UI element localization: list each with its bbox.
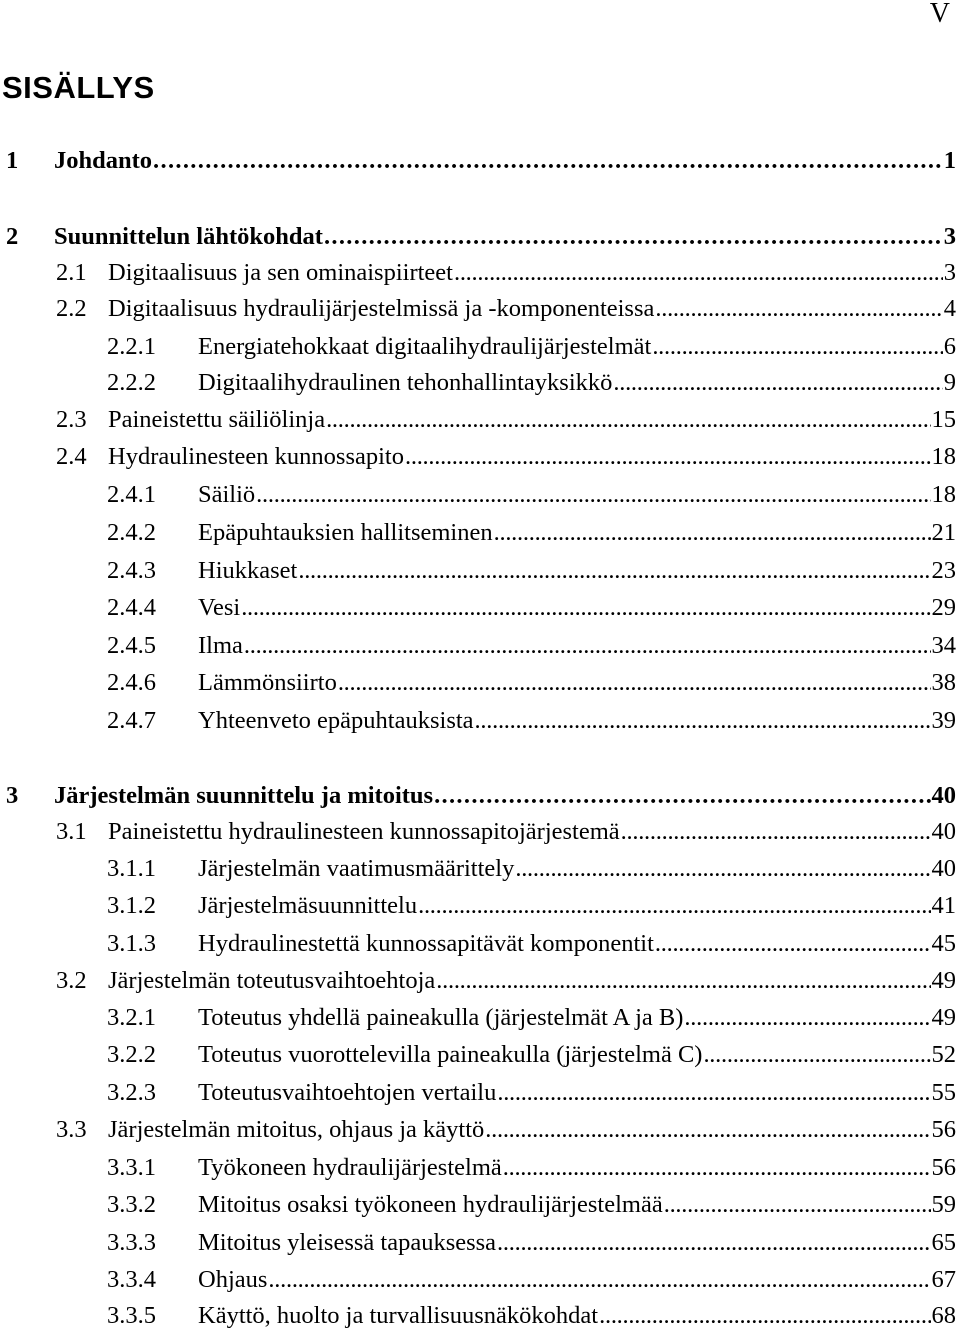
- entry-number: 2.2.2: [107, 369, 156, 396]
- entry-number: 3.1.3: [107, 930, 156, 957]
- toc-entry-3-1-3[interactable]: [107, 927, 956, 961]
- dot-leader: [684, 1001, 930, 1035]
- dot-leader: [475, 704, 931, 738]
- dot-leader: [515, 852, 930, 886]
- entry-number: 2.4.2: [107, 519, 156, 546]
- entry-title: Paineistettu säiliölinja: [108, 406, 326, 433]
- entry-number: 2.1: [56, 259, 87, 286]
- entry-page: 56: [931, 1116, 956, 1143]
- dot-leader: [268, 1263, 930, 1297]
- entry-number: 3.3.2: [107, 1191, 156, 1218]
- dot-leader: [454, 256, 943, 290]
- entry-page: 9: [943, 369, 956, 396]
- entry-page: 67: [931, 1266, 956, 1293]
- toc-entry-2-4-2[interactable]: [107, 516, 956, 550]
- dot-leader: [324, 220, 943, 254]
- entry-page: 6: [943, 333, 956, 360]
- entry-page: 29: [931, 594, 956, 621]
- entry-number: 3.1: [56, 818, 87, 845]
- dot-leader: [338, 666, 931, 700]
- entry-number: 2.3: [56, 406, 87, 433]
- entry-number: 2.4.6: [107, 669, 156, 696]
- toc-entry-2-4-6[interactable]: [107, 666, 956, 700]
- entry-title: Toteutus yhdellä paineakulla (järjestelmät A ja B): [198, 1004, 684, 1031]
- entry-title: Hydraulinesteen kunnossapito: [108, 443, 404, 470]
- dot-leader: [652, 330, 942, 364]
- toc-entry-3-1[interactable]: [56, 815, 956, 849]
- toc-entry-3-1-2[interactable]: [107, 889, 956, 923]
- entry-title: Järjestelmäsuunnittelu: [198, 892, 418, 919]
- dot-leader: [298, 554, 930, 588]
- dot-leader: [503, 1151, 931, 1185]
- entry-title: Hydraulinestettä kunnossapitävät komponentit: [198, 930, 654, 957]
- toc-entry-2-4-1[interactable]: [107, 478, 956, 512]
- entry-page: 3: [943, 259, 956, 286]
- entry-number: 2.2.1: [107, 333, 156, 360]
- entry-page: 3: [943, 223, 956, 250]
- entry-page: 34: [931, 632, 956, 659]
- dot-leader: [241, 591, 930, 625]
- toc-entry-3-3[interactable]: [56, 1113, 956, 1147]
- entry-page: 41: [931, 892, 956, 919]
- dot-leader: [497, 1226, 930, 1260]
- dot-leader: [256, 478, 930, 512]
- toc-entry-2-2-1[interactable]: [107, 330, 956, 364]
- entry-number: 3.2.3: [107, 1079, 156, 1106]
- toc-entry-2-2-2[interactable]: [107, 366, 956, 400]
- toc-entry-3-1-1[interactable]: [107, 852, 956, 886]
- entry-title: Ohjaus: [198, 1266, 268, 1293]
- entry-title: Energiatehokkaat digitaalihydraulijärjestelmät: [198, 333, 652, 360]
- entry-title: Käyttö, huolto ja turvallisuusnäkökohdat: [198, 1302, 599, 1329]
- toc-entry-2[interactable]: [6, 220, 956, 254]
- entry-page: 65: [931, 1229, 956, 1256]
- entry-page: 52: [931, 1041, 956, 1068]
- toc-entry-3-3-2[interactable]: [107, 1188, 956, 1222]
- dot-leader: [485, 1113, 930, 1147]
- toc-entry-2-4-7[interactable]: [107, 704, 956, 738]
- entry-number: 2.4: [56, 443, 87, 470]
- entry-title: Digitaalihydraulinen tehonhallintayksikkö: [198, 369, 613, 396]
- entry-title: Säiliö: [198, 481, 256, 508]
- entry-title: Suunnittelun lähtökohdat: [54, 223, 323, 250]
- dot-leader: [655, 292, 942, 326]
- entry-number: 3.2.1: [107, 1004, 156, 1031]
- entry-title: Toteutusvaihtoehtojen vertailu: [198, 1079, 497, 1106]
- entry-title: Johdanto: [54, 147, 153, 174]
- entry-page: 45: [931, 930, 956, 957]
- dot-leader: [494, 516, 931, 550]
- entry-page: 49: [931, 1004, 956, 1031]
- dot-leader: [599, 1299, 930, 1333]
- entry-title: Digitaalisuus ja sen ominaispiirteet: [108, 259, 453, 286]
- entry-number: 3: [6, 782, 19, 809]
- dot-leader: [436, 964, 930, 998]
- toc-entry-3-3-5[interactable]: [107, 1299, 956, 1333]
- dot-leader: [655, 927, 931, 961]
- toc-entry-2-4-5[interactable]: [107, 629, 956, 663]
- entry-number: 2.4.4: [107, 594, 156, 621]
- entry-title: Ilma: [198, 632, 243, 659]
- entry-page: 55: [931, 1079, 956, 1106]
- toc-entry-3-3-1[interactable]: [107, 1151, 956, 1185]
- toc-entry-3[interactable]: [6, 779, 956, 813]
- entry-page: 21: [931, 519, 956, 546]
- entry-page: 56: [931, 1154, 956, 1181]
- entry-page: 1: [943, 147, 956, 174]
- entry-number: 2.4.1: [107, 481, 156, 508]
- entry-title: Järjestelmän toteutusvaihtoehtoja: [108, 967, 436, 994]
- entry-title: Lämmönsiirto: [198, 669, 337, 696]
- entry-page: 40: [931, 782, 956, 809]
- entry-title: Järjestelmän vaatimusmäärittely: [198, 855, 515, 882]
- entry-page: 15: [931, 406, 956, 433]
- entry-page: 40: [931, 855, 956, 882]
- entry-number: 3.3.3: [107, 1229, 156, 1256]
- entry-title: Paineistettu hydraulinesteen kunnossapitojärjestemä: [108, 818, 620, 845]
- dot-leader: [153, 144, 943, 178]
- entry-number: 2.4.7: [107, 707, 156, 734]
- entry-title: Järjestelmän mitoitus, ohjaus ja käyttö: [108, 1116, 485, 1143]
- dot-leader: [405, 440, 931, 474]
- entry-page: 38: [931, 669, 956, 696]
- toc-entry-2-2[interactable]: [56, 292, 956, 326]
- dot-leader: [497, 1076, 930, 1110]
- entry-page: 4: [943, 295, 956, 322]
- entry-number: 3.3.5: [107, 1302, 156, 1329]
- entry-number: 2.2: [56, 295, 87, 322]
- dot-leader: [326, 403, 930, 437]
- entry-number: 3.3.4: [107, 1266, 156, 1293]
- dot-leader: [434, 779, 930, 813]
- entry-title: Työkoneen hydraulijärjestelmä: [198, 1154, 502, 1181]
- toc-entry-3-3-3[interactable]: [107, 1226, 956, 1260]
- toc-entry-3-2-2[interactable]: [107, 1038, 956, 1072]
- entry-number: 3.3.1: [107, 1154, 156, 1181]
- entry-number: 2: [6, 223, 19, 250]
- entry-number: 3.3: [56, 1116, 87, 1143]
- entry-page: 59: [931, 1191, 956, 1218]
- dot-leader: [664, 1188, 931, 1222]
- toc-entry-3-2-1[interactable]: [107, 1001, 956, 1035]
- entry-page: 18: [931, 481, 956, 508]
- entry-title: Epäpuhtauksien hallitseminen: [198, 519, 493, 546]
- entry-page: 68: [931, 1302, 956, 1329]
- entry-number: 2.4.5: [107, 632, 156, 659]
- entry-number: 3.1.1: [107, 855, 156, 882]
- toc-entry-1[interactable]: [6, 144, 956, 178]
- entry-title: Mitoitus yleisessä tapauksessa: [198, 1229, 497, 1256]
- entry-title: Toteutus vuorottelevilla paineakulla (järjestelmä C): [198, 1041, 703, 1068]
- entry-number: 3.1.2: [107, 892, 156, 919]
- toc-entry-3-3-4[interactable]: [107, 1263, 956, 1297]
- entry-title: Digitaalisuus hydraulijärjestelmissä ja -komponenteissa: [108, 295, 655, 322]
- toc-entry-2-4[interactable]: [56, 440, 956, 474]
- toc-entry-2-3[interactable]: [56, 403, 956, 437]
- toc-entry-3-2-3[interactable]: [107, 1076, 956, 1110]
- dot-leader: [621, 815, 931, 849]
- toc-heading: SISÄLLYS: [2, 70, 155, 105]
- dot-leader: [613, 366, 942, 400]
- entry-title: Yhteenveto epäpuhtauksista: [198, 707, 474, 734]
- entry-number: 2.4.3: [107, 557, 156, 584]
- entry-title: Vesi: [198, 594, 241, 621]
- toc-entry-2-4-4[interactable]: [107, 591, 956, 625]
- toc-entry-2-4-3[interactable]: [107, 554, 956, 588]
- entry-title: Mitoitus osaksi työkoneen hydraulijärjestelmää: [198, 1191, 663, 1218]
- entry-page: 18: [931, 443, 956, 470]
- entry-page: 23: [931, 557, 956, 584]
- entry-page: 49: [931, 967, 956, 994]
- dot-leader: [703, 1038, 930, 1072]
- entry-page: 40: [931, 818, 956, 845]
- entry-number: 1: [6, 147, 19, 174]
- page-number: V: [929, 0, 950, 29]
- dot-leader: [244, 629, 931, 663]
- entry-number: 3.2: [56, 967, 87, 994]
- entry-page: 39: [931, 707, 956, 734]
- entry-title: Järjestelmän suunnittelu ja mitoitus: [54, 782, 434, 809]
- toc-entry-3-2[interactable]: [56, 964, 956, 998]
- toc-entry-2-1[interactable]: [56, 256, 956, 290]
- entry-title: Hiukkaset: [198, 557, 298, 584]
- entry-number: 3.2.2: [107, 1041, 156, 1068]
- dot-leader: [418, 889, 930, 923]
